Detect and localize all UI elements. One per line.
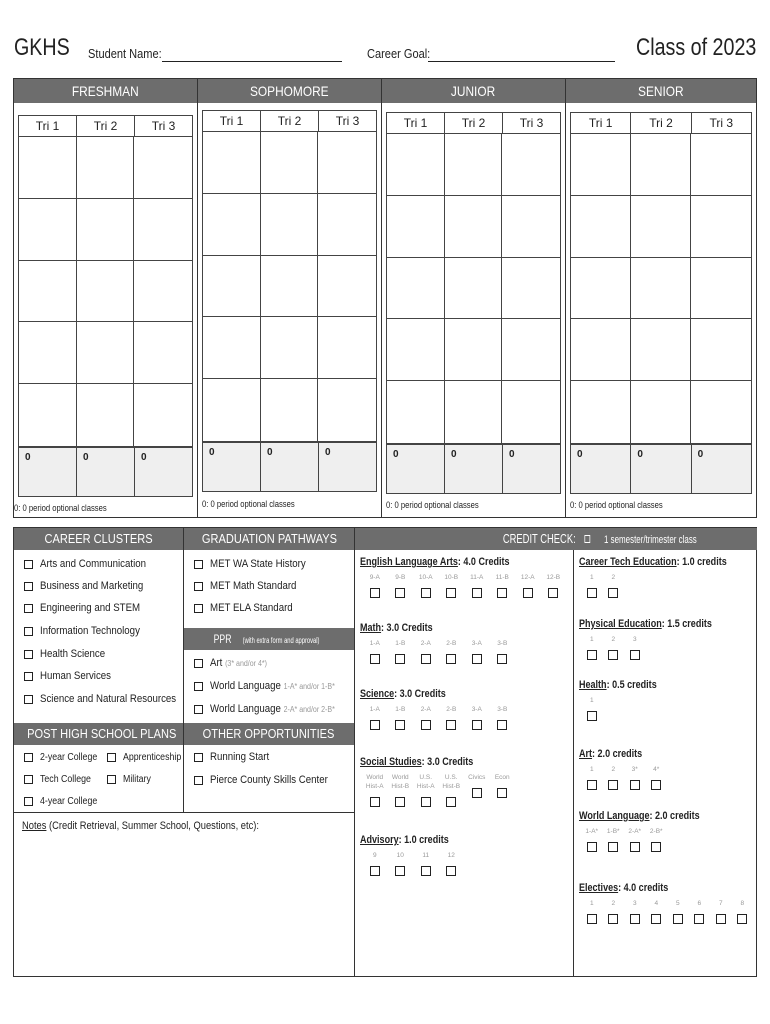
tri-total: 0 — [261, 443, 319, 491]
credit-checkbox[interactable]: World Hist-A — [362, 773, 388, 807]
credit-subject-title: Electives: 4.0 credits — [579, 882, 669, 894]
tri-total: 0 — [19, 448, 77, 496]
credit-checkbox[interactable]: 2 — [603, 765, 625, 790]
checkbox-icon — [24, 753, 33, 762]
pathway-ela[interactable]: MET ELA Standard — [194, 602, 304, 614]
checkbox-icon — [24, 797, 33, 806]
checkbox-icon — [497, 654, 507, 664]
checkbox-icon — [737, 914, 747, 924]
checkbox-icon — [446, 866, 456, 876]
checkbox-icon — [716, 914, 726, 924]
credit-checkbox[interactable]: 2 — [603, 635, 625, 660]
tri-total: 0 — [141, 452, 147, 463]
credit-subject-title: Math: 3.0 Credits — [360, 622, 433, 634]
checkbox-icon — [24, 582, 33, 591]
course-grid[interactable] — [202, 132, 377, 442]
tri-total: 0 — [77, 448, 135, 496]
checkbox-icon — [24, 560, 33, 569]
checkbox-icon — [24, 775, 33, 784]
credit-checkbox[interactable]: U.S. Hist-A — [413, 773, 439, 807]
ppr-world-language-1[interactable]: World Language 1-A* and/or 1-B* — [194, 680, 352, 692]
checkbox-icon — [446, 720, 456, 730]
year-column-freshman — [14, 79, 198, 517]
credit-checkbox[interactable]: Econ — [490, 773, 516, 807]
credit-checkbox[interactable]: 1-A* — [581, 827, 603, 852]
graduation-pathways-header: GRADUATION PATHWAYS — [184, 528, 354, 550]
checkbox-icon — [194, 560, 203, 569]
checkbox-icon — [608, 914, 618, 924]
checkbox-icon — [630, 842, 640, 852]
checkbox-icon — [472, 720, 482, 730]
credit-subject-title: Social Studies: 3.0 Credits — [360, 756, 474, 768]
notes-label: Notes (Credit Retrieval, Summer School, Questions, etc): — [22, 820, 259, 832]
ppr-art[interactable]: Art (3* and/or 4*) — [194, 657, 275, 669]
checkbox-icon — [630, 650, 640, 660]
checkbox-icon — [370, 797, 380, 807]
credit-checkbox[interactable]: 11-B — [490, 573, 516, 598]
checkbox-icon — [587, 780, 597, 790]
checkbox-icon — [446, 588, 456, 598]
credit-checkbox[interactable]: 1 — [581, 635, 603, 660]
tri-total: 0 — [387, 445, 445, 493]
tri-header: Tri 2 — [261, 111, 319, 131]
school-name: GKHS — [14, 34, 70, 61]
checkbox-icon — [24, 650, 33, 659]
checkbox-icon — [587, 711, 597, 721]
year-column-sophomore — [198, 79, 382, 517]
optional-classes-note: 0: 0 period optional classes — [386, 500, 479, 510]
checkbox-icon — [497, 588, 507, 598]
credit-subject-title: Advisory: 1.0 credits — [360, 834, 449, 846]
tri-total: 0 — [445, 445, 503, 493]
opp-skills-center[interactable]: Pierce County Skills Center — [194, 774, 344, 786]
checkbox-icon — [395, 588, 405, 598]
optional-classes-note: 0: 0 period optional classes — [14, 503, 107, 513]
credit-checkbox[interactable]: 1 — [581, 573, 603, 598]
checkbox-icon — [194, 604, 203, 613]
checkbox-icon — [421, 720, 431, 730]
checkbox-icon — [694, 914, 704, 924]
career-clusters-header: CAREER CLUSTERS — [14, 528, 183, 550]
checkbox-icon — [395, 797, 405, 807]
credit-checkbox[interactable]: 11-A — [464, 573, 490, 598]
tri-header: Tri 3 — [151, 119, 176, 133]
cluster-human-services[interactable]: Human Services — [24, 670, 121, 682]
checkbox-icon — [194, 753, 203, 762]
checkbox-icon — [497, 788, 507, 798]
tri-header: Tri 1 — [387, 113, 445, 133]
year-header: JUNIOR — [382, 79, 565, 103]
checkbox-icon — [523, 588, 533, 598]
credit-checkbox[interactable]: 1 — [581, 899, 603, 924]
year-column-junior — [382, 79, 566, 517]
notes-area[interactable] — [14, 834, 354, 976]
checkbox-icon — [472, 588, 482, 598]
checkbox-icon — [421, 866, 431, 876]
year-planner — [13, 78, 757, 518]
plan-apprenticeship[interactable]: Apprenticeship — [107, 752, 189, 763]
credit-checkbox[interactable]: 3* — [624, 765, 646, 790]
checkbox-icon — [497, 720, 507, 730]
credit-checkbox[interactable]: 1 — [581, 696, 603, 721]
credit-checkbox[interactable]: 9-A — [362, 573, 388, 598]
class-year: Class of 2023 — [636, 34, 757, 61]
checkbox-icon — [24, 627, 33, 636]
credit-check-header: CREDIT CHECK: 1 semester/trimester class — [355, 528, 757, 550]
checkbox-icon — [421, 797, 431, 807]
credit-checkbox[interactable]: 8 — [732, 899, 754, 924]
credit-subject-title: Science: 3.0 Credits — [360, 688, 446, 700]
checkbox-icon — [673, 914, 683, 924]
opp-running-start[interactable]: Running Start — [194, 751, 277, 763]
checkbox-icon — [472, 788, 482, 798]
credit-subject-title: World Language: 2.0 credits — [579, 810, 700, 822]
credit-subject-title: Career Tech Education: 1.0 credits — [579, 556, 727, 568]
tri-header: Tri 2 — [77, 116, 135, 136]
credit-checkbox[interactable]: 12 — [439, 851, 465, 876]
checkbox-icon — [446, 797, 456, 807]
tri-header: Tri 2 — [631, 113, 691, 133]
credit-checkbox[interactable]: 4* — [646, 765, 668, 790]
checkbox-icon — [370, 654, 380, 664]
checkbox-icon — [651, 914, 661, 924]
credit-checkbox[interactable]: Civics — [464, 773, 490, 807]
planning-section — [13, 527, 757, 977]
tri-header: Tri 3 — [709, 116, 734, 130]
pathway-wa-history[interactable]: MET WA State History — [194, 558, 319, 570]
credit-checkbox[interactable]: 3-B — [490, 705, 516, 730]
student-name-field[interactable] — [162, 61, 342, 62]
checkbox-icon — [395, 866, 405, 876]
credit-checkbox[interactable]: 2-A* — [624, 827, 646, 852]
tri-header: Tri 3 — [519, 116, 544, 130]
checkbox-icon — [608, 780, 618, 790]
checkbox-icon — [421, 654, 431, 664]
credit-checkbox[interactable]: 12-A — [515, 573, 541, 598]
credit-checkbox[interactable]: 7 — [710, 899, 732, 924]
checkbox-icon — [107, 753, 116, 762]
checkbox-icon — [608, 650, 618, 660]
ppr-header: PPR (with extra form and approval) — [184, 628, 354, 650]
checkbox-icon — [370, 588, 380, 598]
tri-header: Tri 2 — [445, 113, 503, 133]
checkbox-icon — [395, 654, 405, 664]
credit-subject-title: Physical Education: 1.5 credits — [579, 618, 712, 630]
credit-checkbox[interactable]: 1 — [581, 765, 603, 790]
checkbox-icon — [608, 842, 618, 852]
tri-total: 0 — [697, 449, 704, 460]
credit-checkbox[interactable]: 1-A — [362, 705, 388, 730]
credit-checkbox[interactable]: 1-B — [388, 705, 414, 730]
credit-checkbox[interactable]: 1-B* — [603, 827, 625, 852]
checkbox-icon — [194, 682, 203, 691]
checkbox-icon — [24, 672, 33, 681]
credit-checkbox[interactable]: 3 — [624, 899, 646, 924]
year-header: FRESHMAN — [14, 79, 197, 103]
credit-checkbox[interactable]: 12-B — [541, 573, 567, 598]
credit-checkbox[interactable]: 5 — [667, 899, 689, 924]
checkbox-icon — [630, 914, 640, 924]
checkbox-icon — [630, 780, 640, 790]
checkbox-icon — [107, 775, 116, 784]
ppr-world-language-2[interactable]: World Language 2-A* and/or 2-B* — [194, 703, 352, 715]
checkbox-icon — [651, 780, 661, 790]
tri-header: Tri 1 — [571, 113, 631, 133]
optional-classes-note: 0: 0 period optional classes — [202, 499, 295, 509]
credit-checkbox[interactable]: 2-B — [439, 705, 465, 730]
credit-checkbox[interactable]: 2-B — [439, 639, 465, 664]
cluster-business[interactable]: Business and Marketing — [24, 580, 157, 592]
pathway-math[interactable]: MET Math Standard — [194, 580, 308, 592]
checkbox-icon — [370, 720, 380, 730]
credit-checkbox[interactable]: 9-B — [388, 573, 414, 598]
cluster-arts[interactable]: Arts and Communication — [24, 558, 160, 570]
checkbox-icon — [587, 650, 597, 660]
career-goal-field[interactable] — [428, 61, 615, 62]
checkbox-icon — [370, 866, 380, 876]
tri-total: 0 — [509, 449, 515, 460]
credit-checkbox[interactable]: 2 — [603, 899, 625, 924]
year-column-senior — [566, 79, 756, 517]
tri-total: 0 — [325, 447, 331, 458]
checkbox-icon — [24, 695, 33, 704]
credit-checkbox[interactable]: 2-A — [413, 639, 439, 664]
checkbox-icon — [446, 654, 456, 664]
checkbox-icon — [472, 654, 482, 664]
credit-subject-title: Health: 0.5 credits — [579, 679, 657, 691]
course-grid[interactable] — [386, 134, 561, 444]
tri-total: 0 — [631, 445, 691, 493]
cluster-engineering[interactable]: Engineering and STEM — [24, 602, 154, 614]
course-grid[interactable] — [570, 134, 752, 444]
credit-checkbox[interactable]: 2-B* — [646, 827, 668, 852]
checkbox-icon — [587, 842, 597, 852]
credit-checkbox[interactable]: 3-A — [464, 639, 490, 664]
credit-checkbox[interactable]: 10-B — [439, 573, 465, 598]
course-grid[interactable] — [18, 137, 193, 447]
checkbox-icon — [194, 776, 203, 785]
checkbox-icon — [421, 588, 431, 598]
student-name-label: Student Name: — [88, 46, 162, 61]
credit-subject-title: English Language Arts: 4.0 Credits — [360, 556, 510, 568]
tri-header: Tri 1 — [19, 116, 77, 136]
other-opportunities-header: OTHER OPPORTUNITIES — [184, 723, 354, 745]
credit-checkbox[interactable]: 10 — [388, 851, 414, 876]
tri-header: Tri 1 — [203, 111, 261, 131]
optional-classes-note: 0: 0 period optional classes — [570, 500, 663, 510]
cluster-science[interactable]: Science and Natural Resources — [24, 693, 195, 705]
cluster-it[interactable]: Information Technology — [24, 625, 154, 637]
checkbox-icon — [548, 588, 558, 598]
credit-checkbox[interactable]: 9 — [362, 851, 388, 876]
credit-checkbox[interactable]: 1-A — [362, 639, 388, 664]
credit-checkbox[interactable]: World Hist-B — [388, 773, 414, 807]
checkbox-icon — [395, 720, 405, 730]
checkbox-icon — [194, 705, 203, 714]
checkbox-icon — [194, 659, 203, 668]
credit-checkbox[interactable]: 3-A — [464, 705, 490, 730]
tri-header: Tri 3 — [335, 114, 360, 128]
plan-2yr-college[interactable]: 2-year College — [24, 752, 105, 763]
credit-checkbox[interactable]: 11 — [413, 851, 439, 876]
credit-checkbox[interactable]: 2 — [603, 573, 625, 598]
credit-checkbox[interactable]: 3-B — [490, 639, 516, 664]
checkbox-icon — [194, 582, 203, 591]
checkbox-icon — [651, 842, 661, 852]
credit-checkbox[interactable]: 6 — [689, 899, 711, 924]
post-high-school-header: POST HIGH SCHOOL PLANS — [14, 723, 183, 745]
credit-checkbox[interactable]: 4 — [646, 899, 668, 924]
credit-subject-title: Art: 2.0 credits — [579, 748, 643, 760]
checkbox-icon — [24, 604, 33, 613]
cluster-health[interactable]: Health Science — [24, 648, 114, 660]
credit-checkbox[interactable]: 2-A — [413, 705, 439, 730]
career-goal-label: Career Goal: — [367, 46, 431, 61]
plan-4yr-college[interactable]: 4-year College — [24, 796, 105, 807]
plan-tech-college[interactable]: Tech College — [24, 774, 98, 785]
tri-total: 0 — [203, 443, 261, 491]
checkbox-icon — [587, 914, 597, 924]
checkbox-icon — [608, 588, 618, 598]
credit-checkbox[interactable]: U.S. Hist-B — [439, 773, 465, 807]
year-header: SENIOR — [566, 79, 756, 103]
year-header: SOPHOMORE — [198, 79, 381, 103]
credit-checkbox[interactable]: 10-A — [413, 573, 439, 598]
credit-checkbox[interactable]: 1-B — [388, 639, 414, 664]
checkbox-icon — [587, 588, 597, 598]
tri-total: 0 — [571, 445, 631, 493]
credit-checkbox[interactable]: 3 — [624, 635, 646, 660]
plan-military[interactable]: Military — [107, 774, 155, 785]
